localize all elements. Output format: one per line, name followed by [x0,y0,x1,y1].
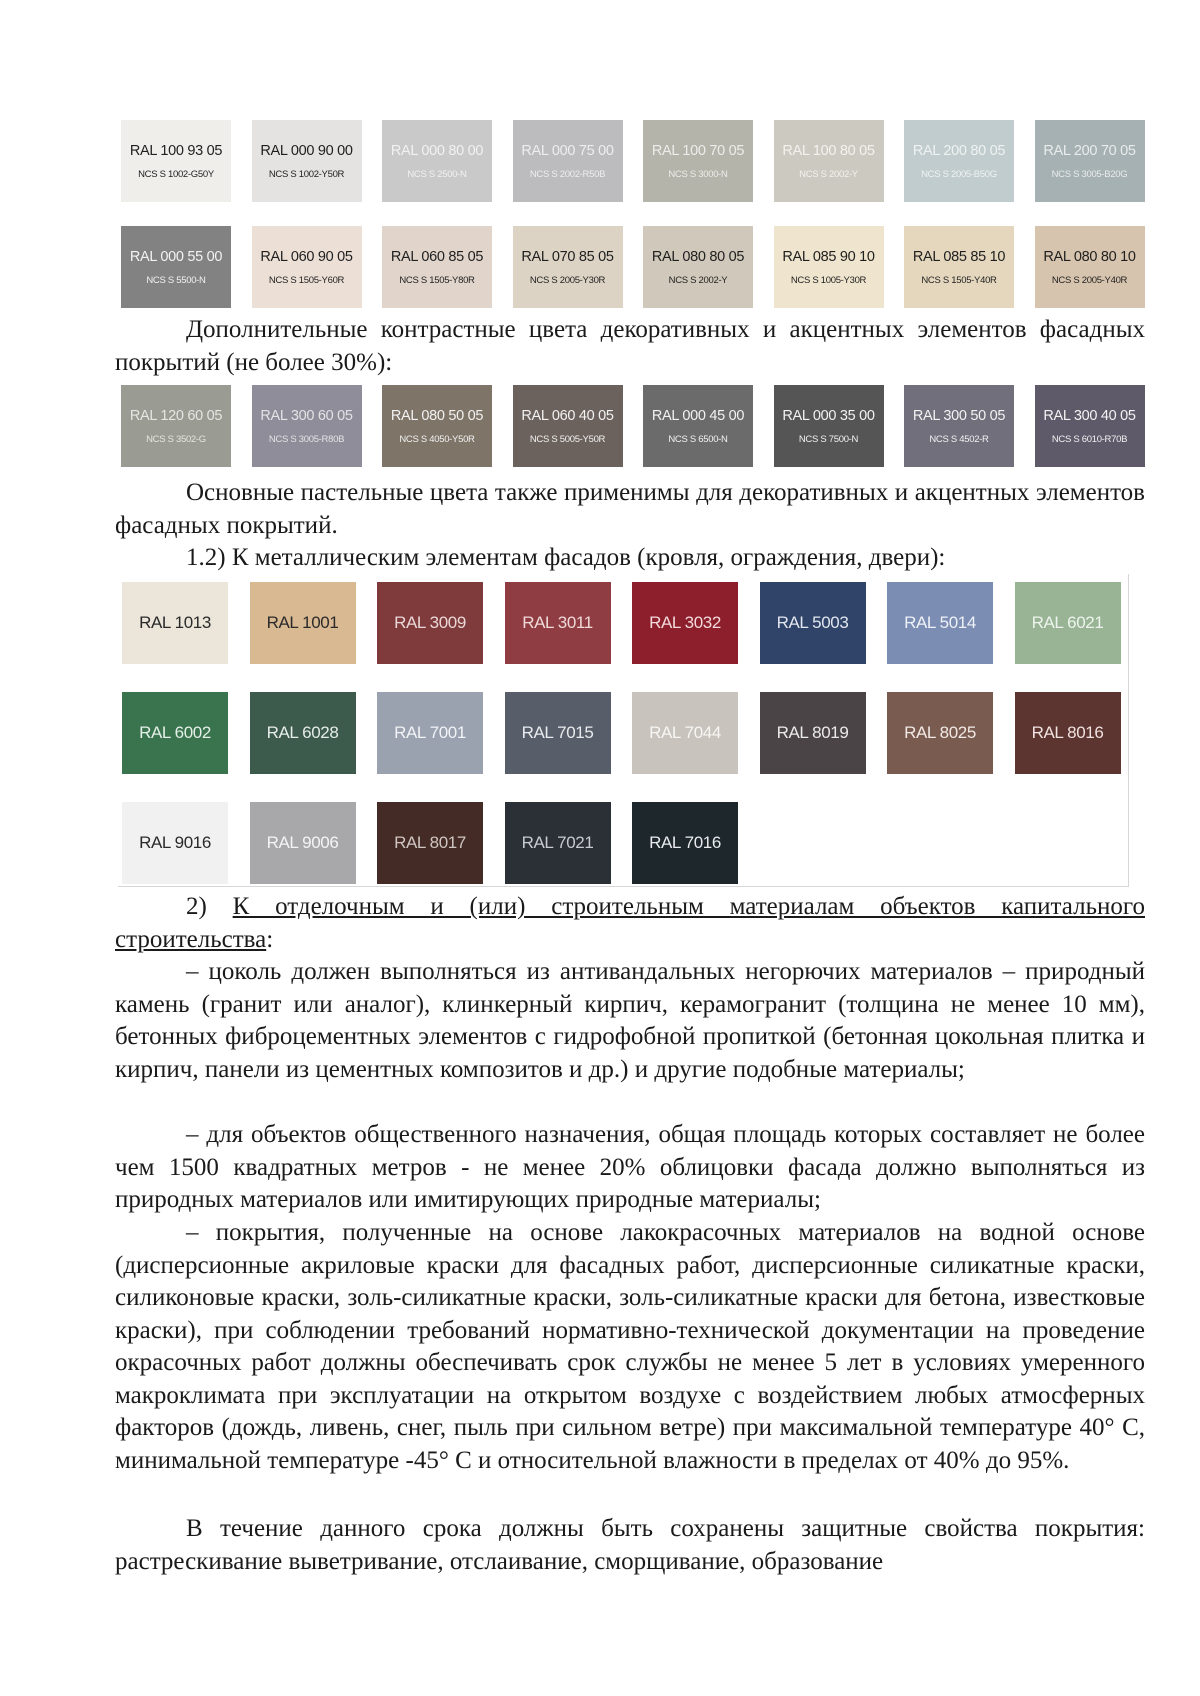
color-swatch [121,226,231,308]
swatch-ncs-code: NCS S 3000-N [668,169,728,180]
color-swatch [382,120,492,202]
color-swatch [382,226,492,308]
color-swatch [774,226,884,308]
color-swatch [121,120,231,202]
color-swatch [513,385,623,467]
metal-color-swatch: RAL 8017 [377,802,483,884]
color-swatch [252,385,362,467]
color-swatch [904,226,1014,308]
swatch-ncs-code: NCS S 4502-R [929,434,989,445]
color-swatch [1035,120,1145,202]
swatch-ral-code: RAL 000 35 00 [782,408,875,424]
swatch-ncs-code: NCS S 5005-Y50R [529,434,606,445]
color-swatch [774,120,884,202]
swatch-ral-code: RAL 000 80 00 [390,143,484,159]
metal-color-swatch: RAL 6021 [1015,582,1121,664]
color-swatch [643,120,753,202]
metal-color-swatch: RAL 6002 [122,692,228,774]
swatch-ral-code: RAL 200 70 05 [1043,143,1136,159]
metal-color-swatch: RAL 3032 [632,582,738,664]
color-swatch [1035,226,1145,308]
swatch-ral-code: RAL 300 50 05 [912,408,1006,424]
swatch-ncs-code: NCS S 1505-Y40R [921,275,997,286]
metal-color-swatch: RAL 9006 [250,802,356,884]
bullet-plinth: – цоколь должен выполняться из антивандальных негорючих материалов – природный камень (гранит или аналог), клинкерный кирпич, керамогранит (толщина не менее 10 мм), бетонных фиброцементных элементов с гидрофобной пропиткой (бетонная цокольная плитка и кирпич, панели из цементных композитов и др.) и другие подобные материалы; [115,958,1145,1083]
metal-color-swatch: RAL 3009 [377,582,483,664]
swatch-ncs-code: NCS S 6010-R70B [1051,434,1128,445]
color-swatch [904,385,1014,467]
swatch-ral-code: RAL 120 60 05 [129,408,223,424]
swatch-ncs-code: NCS S 6500-N [668,434,728,445]
metal-color-swatch: RAL 1013 [122,582,228,664]
swatch-ncs-code: NCS S 1002-Y50R [268,169,345,180]
bullet-paint-coatings: – покрытия, полученные на основе лакокрасочных материалов на водной основе (дисперсионные акриловые краски для фасадных работ, дисперсионные силикатные краски, силиконовые краски, золь-силикатные краски, золь-силикатные краски для бетона, известковые краски), при соблюдении требований нормативно-технической документации на проведение окрасочных работ должны обеспечивать срок службы не менее 5 лет в условиях умеренного макроклимата при эксплуатации на открытом воздухе с воздействием любых атмосферных факторов (дождь, ливень, снег, пыль при сильном ветре) при максимальной температуре 40° С, минимальной температуре -45° С и относительной влажности в пределах от 40% до 95%. [115,1219,1145,1474]
swatch-ncs-code: NCS S 4050-Y50R [399,434,475,445]
metal-color-swatch: RAL 7016 [632,802,738,884]
swatch-ral-code: RAL 080 80 10 [1043,249,1136,265]
swatch-ral-code: RAL 080 50 05 [390,408,484,424]
swatch-ncs-code: NCS S 2002-Y [668,275,728,286]
color-swatch [121,385,231,467]
swatch-ral-code: RAL 100 70 05 [651,143,745,159]
swatch-ral-code: RAL 070 85 05 [521,249,614,265]
metal-color-swatch: RAL 7021 [505,802,611,884]
color-swatch [1035,385,1145,467]
bullet-public-buildings: – для объектов общественного назначения, общая площадь которых составляет не более чем 1500 квадратных метров - не менее 20% облицовки фасада должно выполняться из природных материалов или имитирующих природные материалы; [115,1121,1145,1213]
color-swatch [643,385,753,467]
swatch-ral-code: RAL 100 93 05 [129,143,223,159]
swatch-ral-code: RAL 060 40 05 [521,408,614,424]
swatch-ral-code: RAL 000 55 00 [129,249,223,265]
metal-color-swatch: RAL 5014 [887,582,993,664]
pastel-swatch-grid [121,120,1135,308]
swatch-ncs-code: NCS S 3005-R80B [268,434,345,445]
pastel-note-paragraph: Основные пастельные цвета также применимы для декоративных и акцентных элементов фасадных покрытий. [115,479,1145,539]
color-swatch [252,120,362,202]
section-2-heading [115,891,1145,956]
contrast-swatch-grid [121,385,1135,467]
color-swatch [643,226,753,308]
metal-color-swatch: RAL 7015 [505,692,611,774]
swatch-ncs-code: NCS S 3005-B20G [1051,169,1128,180]
section-2-title: К отделочным и (или) строительным материалам объектов капитального строительства [115,893,1145,953]
section-2-number: 2) [186,893,207,920]
swatch-ral-code: RAL 300 40 05 [1043,408,1136,424]
swatch-ral-code: RAL 200 80 05 [912,143,1006,159]
swatch-ncs-code: NCS S 2005-B50G [921,169,997,180]
swatch-ral-code: RAL 000 90 00 [260,143,353,159]
metal-color-swatch: RAL 9016 [122,802,228,884]
color-swatch [382,385,492,467]
swatch-ncs-code: NCS S 7500-N [798,434,859,445]
swatch-ncs-code: NCS S 1505-Y60R [268,275,345,286]
swatch-ral-code: RAL 080 80 05 [651,249,745,265]
swatch-ncs-code: NCS S 3502-G [146,434,206,445]
swatch-ral-code: RAL 000 45 00 [651,408,745,424]
color-swatch [513,120,623,202]
swatch-ncs-code: NCS S 2005-Y30R [529,275,606,286]
swatch-ral-code: RAL 000 75 00 [521,143,614,159]
swatch-ncs-code: NCS S 2002-R50B [529,169,606,180]
color-swatch [513,226,623,308]
metal-heading: 1.2) К металлическим элементам фасадов (кровля, ограждения, двери): [186,544,946,571]
contrast-intro-paragraph: Дополнительные контрастные цвета декоративных и акцентных элементов фасадных покрытий (не более 30%): [115,316,1145,376]
metal-color-swatch: RAL 3011 [505,582,611,664]
swatch-ncs-code: NCS S 5500-N [146,275,206,286]
color-swatch [904,120,1014,202]
swatch-ral-code: RAL 085 85 10 [912,249,1006,265]
metal-color-swatch: RAL 7044 [632,692,738,774]
swatch-ncs-code: NCS S 2500-N [407,169,467,180]
metal-color-swatch: RAL 8019 [760,692,866,774]
swatch-ncs-code: NCS S 1005-Y30R [790,275,867,286]
swatch-ral-code: RAL 060 90 05 [260,249,353,265]
metal-swatch-grid [122,582,1121,884]
metal-color-swatch: RAL 1001 [250,582,356,664]
swatch-ncs-code: NCS S 1505-Y80R [399,275,475,286]
final-paragraph: В течение данного срока должны быть сохранены защитные свойства покрытия: растрескивание выветривание, отслаивание, сморщивание, образование [115,1515,1145,1575]
swatch-ral-code: RAL 060 85 05 [390,249,484,265]
section-2-colon: : [266,925,274,953]
metal-color-swatch: RAL 5003 [760,582,866,664]
metal-color-swatch: RAL 8025 [887,692,993,774]
swatch-ral-code: RAL 100 80 05 [782,143,875,159]
color-swatch [774,385,884,467]
metal-color-swatch: RAL 8016 [1015,692,1121,774]
swatch-ncs-code: NCS S 1002-G50Y [138,169,214,180]
swatch-ral-code: RAL 300 60 05 [260,408,353,424]
metal-color-swatch: RAL 7001 [377,692,483,774]
swatch-ncs-code: NCS S 2002-Y [799,169,858,180]
color-swatch [252,226,362,308]
metal-color-swatch: RAL 6028 [250,692,356,774]
swatch-ral-code: RAL 085 90 10 [782,249,875,265]
swatch-ncs-code: NCS S 2005-Y40R [1051,275,1128,286]
